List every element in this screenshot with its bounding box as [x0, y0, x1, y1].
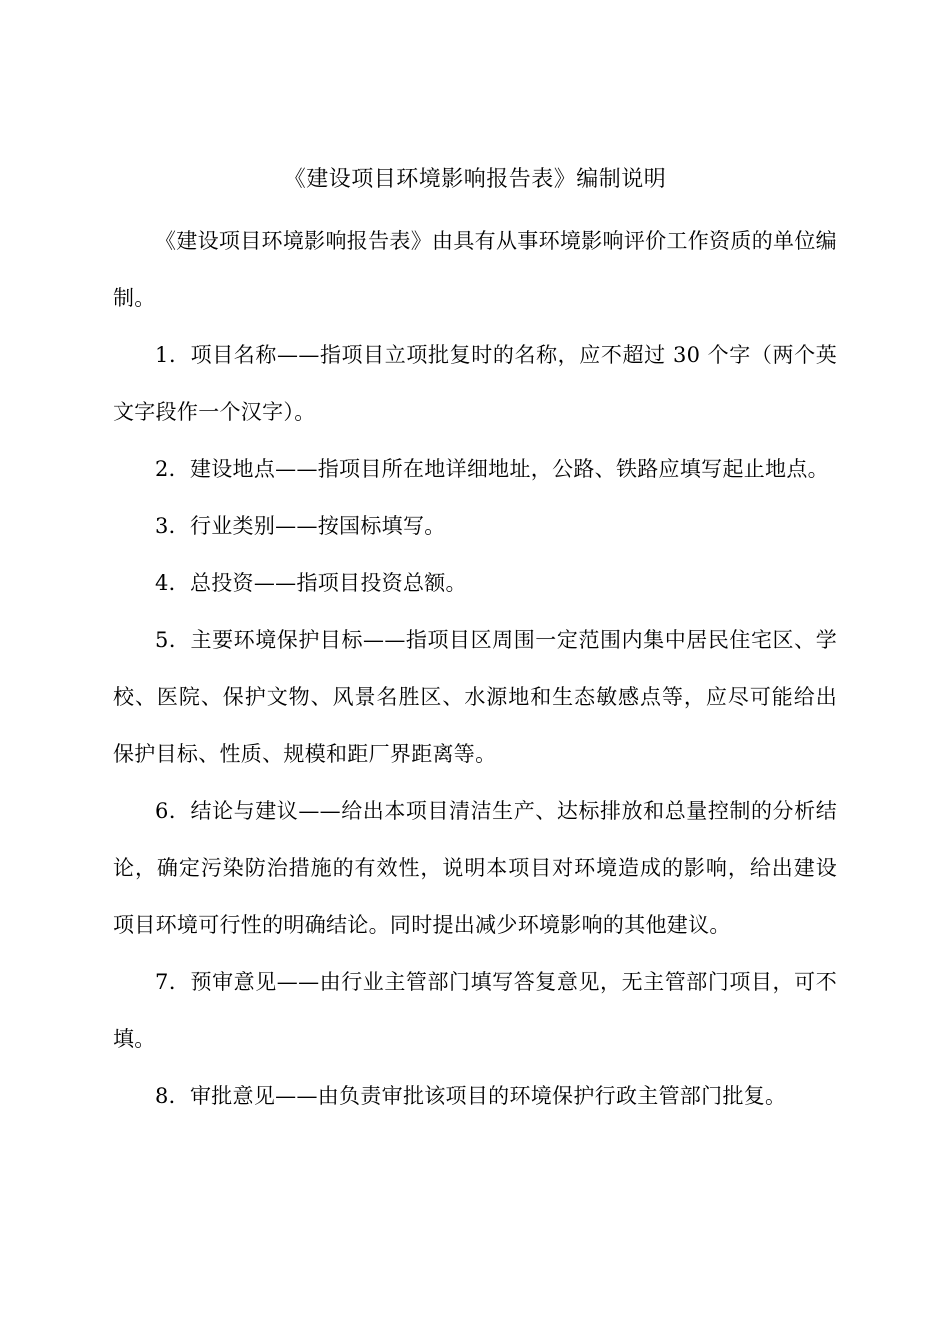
item-paragraph-2: 2．建设地点——指项目所在地详细地址，公路、铁路应填写起止地点。	[155, 457, 829, 481]
document-title: 《建设项目环境影响报告表》编制说明	[283, 167, 667, 192]
item-paragraph-3: 3．行业类别——按国标填写。	[155, 514, 446, 538]
document-body	[113, 213, 837, 1125]
item-paragraph-7: 7．预审意见——由行业主管部门填写答复意见，无主管部门项目，可不填。	[113, 970, 837, 1051]
item-paragraph-1: 1．项目名称——指项目立项批复时的名称，应不超过 30 个字（两个英文字段作一个汉字）。	[113, 343, 837, 424]
item-paragraph-6: 6．结论与建议——给出本项目清洁生产、达标排放和总量控制的分析结论，确定污染防治措施的有效性，说明本项目对环境造成的影响，给出建设项目环境可行性的明确结论。同时提出减少环境影响的其他建议。	[113, 799, 837, 937]
item-paragraph-8: 8．审批意见——由负责审批该项目的环境保护行政主管部门批复。	[155, 1084, 787, 1108]
item-paragraph-4: 4．总投资——指项目投资总额。	[155, 571, 467, 595]
intro-paragraph: 《建设项目环境影响报告表》由具有从事环境影响评价工作资质的单位编制。	[113, 229, 837, 310]
item-paragraph-5: 5．主要环境保护目标——指项目区周围一定范围内集中居民住宅区、学校、医院、保护文物、风景名胜区、水源地和生态敏感点等，应尽可能给出保护目标、性质、规模和距厂界距离等。	[113, 628, 837, 766]
